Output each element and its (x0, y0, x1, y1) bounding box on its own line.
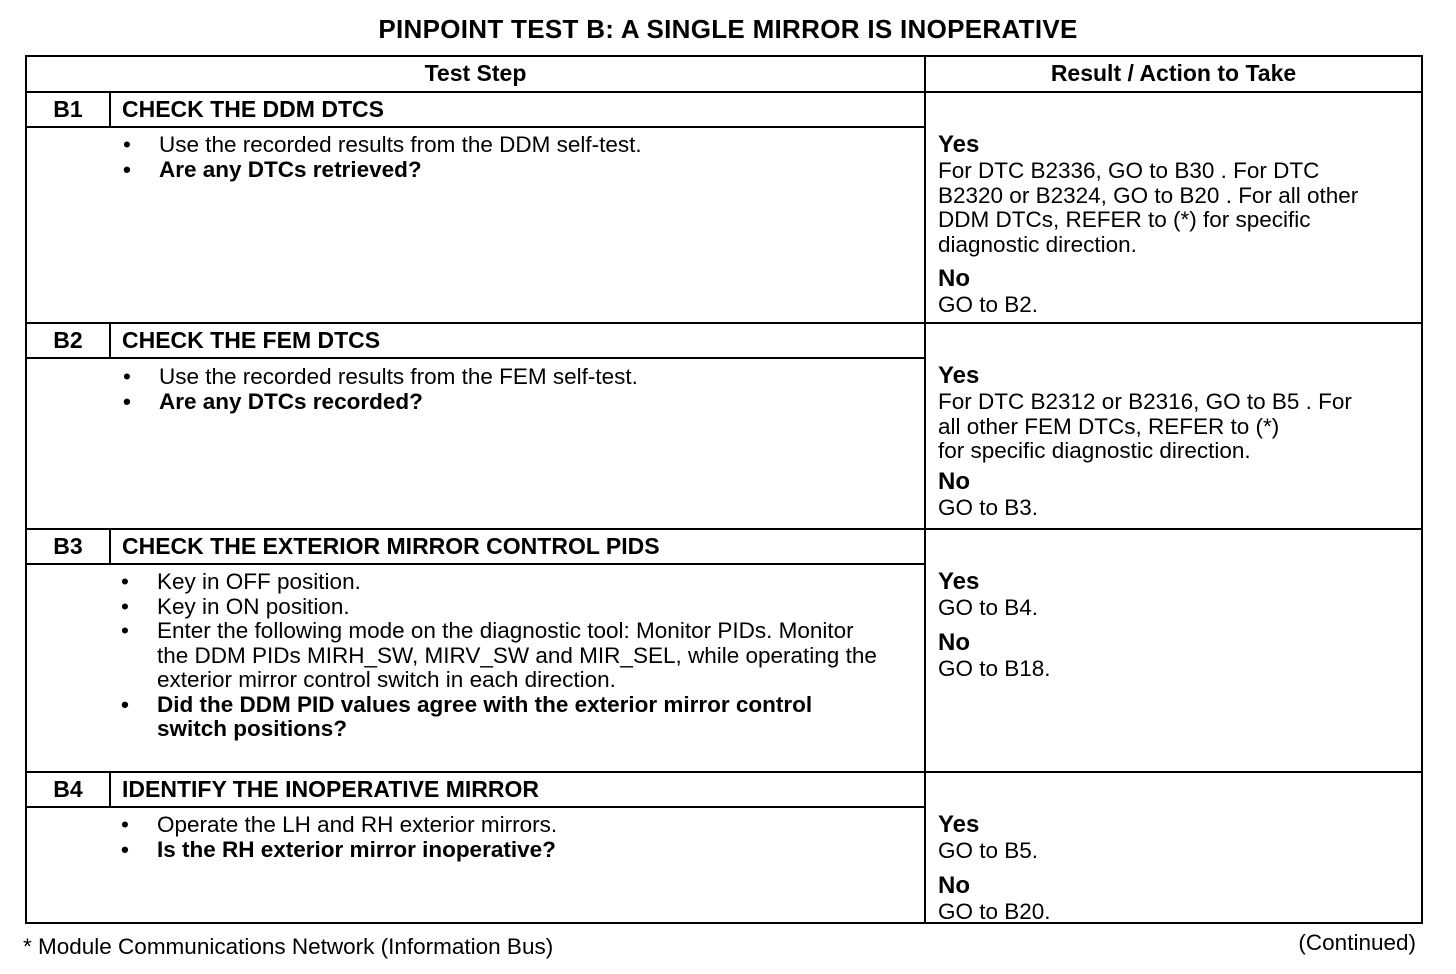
step-b4 (27, 773, 1421, 922)
result-action (938, 568, 1417, 681)
no-text: GO to B3. (938, 494, 1039, 520)
no-label: No (938, 467, 970, 495)
step-title: CHECK THE FEM DTCS (122, 327, 381, 353)
yes-text: DDM DTCs, REFER to (*) for specific (938, 207, 1311, 232)
no-text: GO to B20. (938, 898, 1051, 924)
instruction-item: • Operate the LH and RH exterior mirrors. (121, 812, 558, 837)
footnote: * Module Communications Network (Information Bus) (23, 934, 554, 959)
step-title: CHECK THE EXTERIOR MIRROR CONTROL PIDS (122, 533, 660, 559)
pinpoint-test-table (25, 55, 1423, 924)
step-id: B4 (27, 773, 111, 806)
result-action (938, 811, 1417, 924)
instruction-question: • Are any DTCs recorded? (123, 388, 423, 414)
yes-label: Yes (938, 131, 980, 158)
yes-label: Yes (938, 568, 980, 595)
step-b3 (27, 530, 1421, 773)
instruction-item: • Key in OFF position. (121, 569, 361, 594)
step-id: B3 (27, 530, 111, 563)
yes-text: B2320 or B2324, GO to B20 . For all other (938, 182, 1359, 208)
instruction-item: • Enter the following mode on the diagnostic tool: Monitor PIDs. Monitor the DDM PIDs MIRH_SW, MIRV_SW and MIR_SEL, while operating the exterior mirror control switch in each direction. (121, 618, 877, 692)
yes-text: GO to B4. (938, 595, 1039, 620)
continued-label: (Continued) (1298, 930, 1416, 955)
no-text: GO to B2. (938, 292, 1039, 317)
step-header-row (27, 324, 924, 359)
yes-text: all other FEM DTCs, REFER to (*) (938, 413, 1280, 439)
step-instructions (119, 133, 909, 182)
header-result-action: Result / Action to Take (1050, 60, 1297, 86)
instruction-item: • Use the recorded results from the DDM self-test. (123, 132, 642, 157)
result-action (938, 362, 1417, 520)
instruction-question: • Is the RH exterior mirror inoperative? (121, 836, 556, 862)
yes-text: For DTC B2312 or B2316, GO to B5 . For (938, 389, 1352, 414)
yes-text: for specific diagnostic direction. (938, 438, 1251, 463)
step-header-row (27, 773, 924, 808)
step-id: B1 (27, 93, 111, 126)
yes-text: diagnostic direction. (938, 231, 1137, 257)
result-action (938, 131, 1417, 318)
step-instructions (119, 365, 909, 414)
step-b1 (27, 93, 1421, 324)
yes-text: GO to B5. (938, 838, 1039, 863)
header-test-step: Test Step (424, 60, 527, 86)
yes-text: For DTC B2336, GO to B30 . For DTC (938, 158, 1320, 183)
no-text: GO to B18. (938, 655, 1051, 681)
page-title: PINPOINT TEST B: A SINGLE MIRROR IS INOPERATIVE (378, 14, 1078, 44)
no-label: No (938, 871, 970, 899)
step-title: CHECK THE DDM DTCS (122, 96, 384, 122)
step-title: IDENTIFY THE INOPERATIVE MIRROR (122, 776, 540, 802)
step-instructions (117, 570, 877, 742)
table-header (27, 57, 1421, 93)
instruction-question: • Are any DTCs retrieved? (123, 156, 422, 182)
step-id: B2 (27, 324, 111, 357)
no-label: No (938, 265, 970, 292)
instruction-question: • Did the DDM PID values agree with the exterior mirror control switch positions? (121, 691, 813, 741)
step-instructions (117, 813, 907, 862)
yes-label: Yes (938, 362, 980, 389)
step-header-row (27, 93, 924, 128)
yes-label: Yes (938, 811, 980, 838)
no-label: No (938, 628, 970, 656)
step-header-row (27, 530, 924, 565)
instruction-item: • Key in ON position. (121, 593, 350, 619)
step-b2 (27, 324, 1421, 530)
instruction-item: • Use the recorded results from the FEM self-test. (123, 364, 638, 389)
